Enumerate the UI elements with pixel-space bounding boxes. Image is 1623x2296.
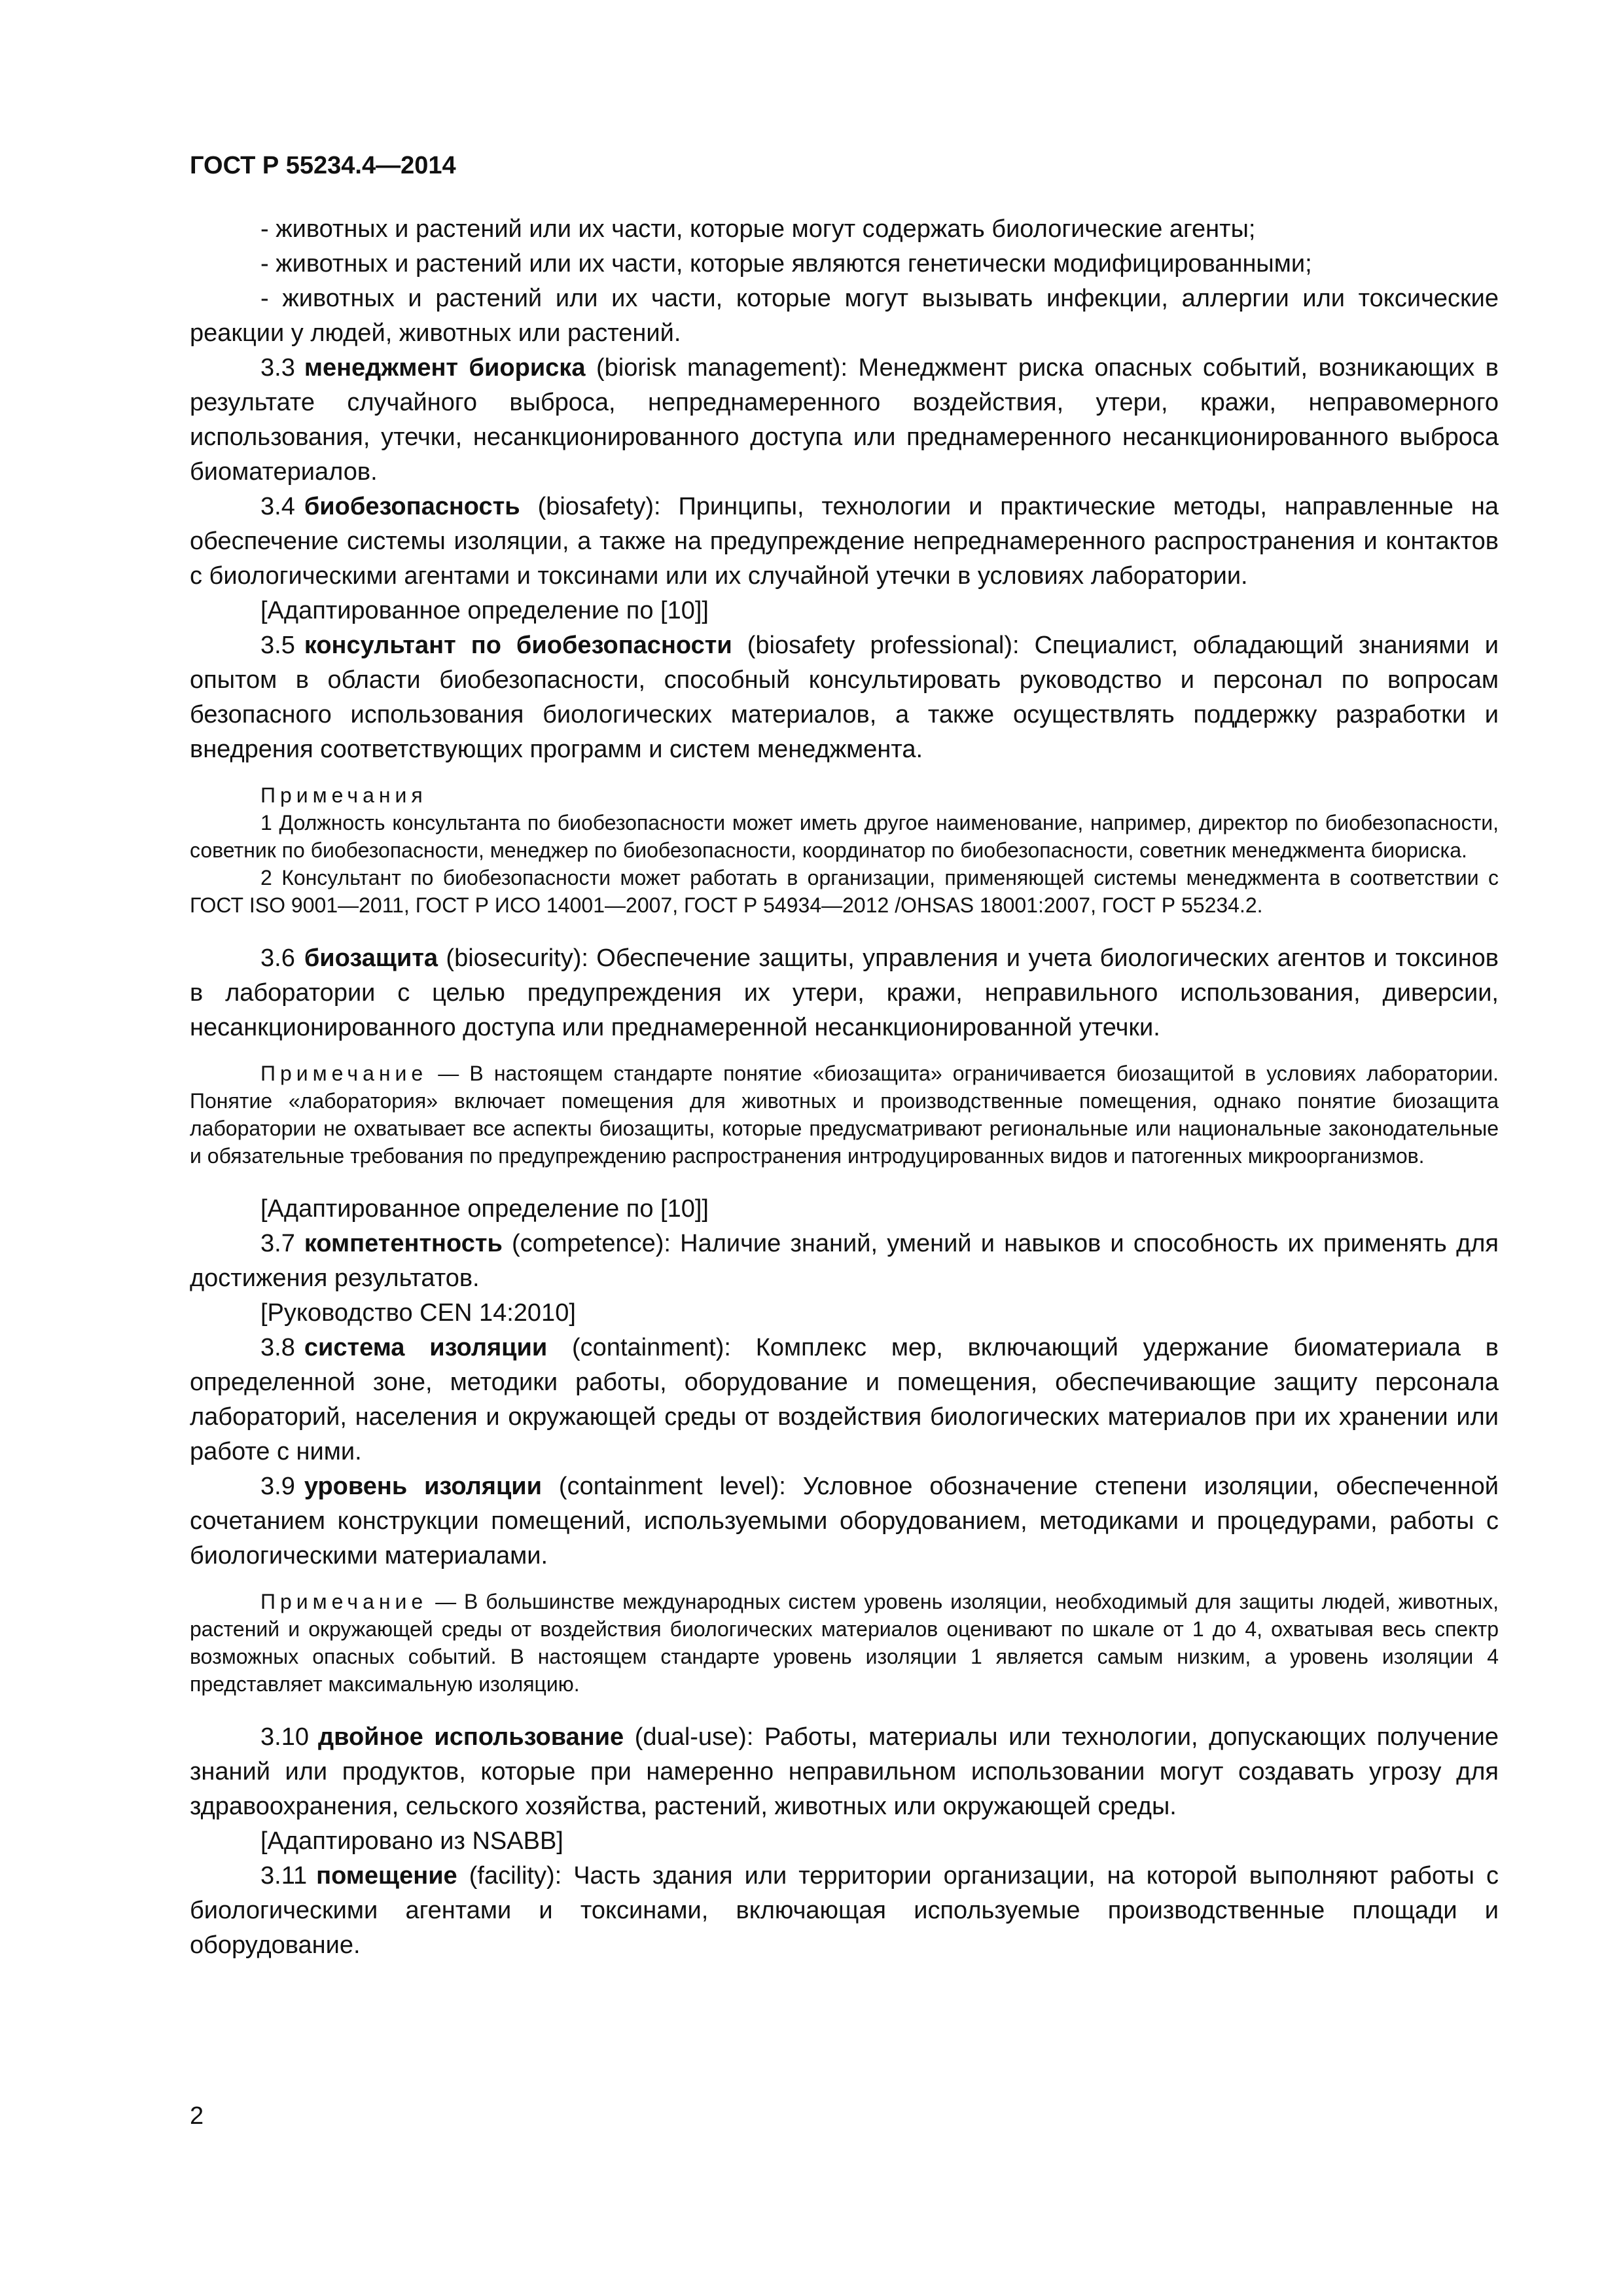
definition-3-3 xyxy=(190,351,1499,490)
term: компетентность xyxy=(304,1230,503,1257)
clause-number: 3.7 xyxy=(260,1230,295,1257)
definition-3-11 xyxy=(190,1859,1499,1963)
clause-number: 3.4 xyxy=(260,493,295,520)
definition-3-4 xyxy=(190,490,1499,594)
page-number: 2 xyxy=(190,2102,204,2130)
note-label: Примечание xyxy=(260,1062,428,1085)
notes-3-5 xyxy=(190,781,1499,919)
definition-3-6 xyxy=(190,941,1499,1045)
source-reference: [Руководство CEN 14:2010] xyxy=(260,1299,576,1327)
clause-number: 3.11 xyxy=(260,1862,308,1890)
term: помещение xyxy=(316,1862,457,1890)
definition-text: (biorisk management): Менеджмент риска опасных событий, возникающих в результате случайного выброса, непреднамеренного воздействия, утери, кражи, неправомерного использования, утечки, несанкционированного доступа или преднамеренного несанкционированного выброса биоматериалов. xyxy=(190,354,1499,486)
document-page xyxy=(190,151,1499,1963)
clause-number: 3.10 xyxy=(260,1723,309,1751)
definition-3-8 xyxy=(190,1331,1499,1469)
term: консультант по биобезопасности xyxy=(304,632,732,659)
note-label: Примечание xyxy=(260,1590,428,1613)
source-reference: [Адаптированное определение по [10]] xyxy=(260,597,709,624)
source-reference: [Адаптировано из NSABB] xyxy=(260,1827,563,1855)
definition-text: (containment level): Условное обозначение степени изоляции, обеспеченной сочетанием конструкции помещений, используемыми оборудованием, методиками и процедурами, работы с биологическими материалами. xyxy=(190,1473,1499,1570)
term: биозащита xyxy=(304,944,438,972)
definition-text: (biosafety): Принципы, технологии и практические методы, направленные на обеспечение системы изоляции, а также на предупреждение непреднамеренного распространения и контактов с биологическими агентами и токсинами или их случайной утечки в условиях лаборатории. xyxy=(190,493,1499,590)
document-header: ГОСТ Р 55234.4—2014 xyxy=(190,152,456,179)
definition-text: (dual-use): Работы, материалы или технологии, допускающих получение знаний или продуктов, которые при намеренно неправильном использовании могут создавать угрозу для здравоохранения, сельского хозяйства, растений, животных или окружающей среды. xyxy=(190,1723,1499,1820)
definition-3-7 xyxy=(190,1227,1499,1296)
term: уровень изоляции xyxy=(304,1473,543,1500)
clause-number: 3.6 xyxy=(260,944,295,972)
term: двойное использование xyxy=(317,1723,624,1751)
source-reference: [Адаптированное определение по [10]] xyxy=(260,1195,709,1223)
definition-text: (containment): Комплекс мер, включающий удержание биоматериала в определенной зоне, методики работы, оборудование и помещения, обеспечивающие защиту персонала лабораторий, населения и окружающей среды от воздействия биологических материалов при их хранении или работе с ними. xyxy=(190,1334,1499,1465)
note-1: 1 Должность консультанта по биобезопасности может иметь другое наименование, например, директор по биобезопасности, советник по биобезопасности, менеджер по биобезопасности, координатор по биобезопасности, советник менеджмента биориска. xyxy=(190,811,1499,862)
note-3-9 xyxy=(190,1588,1499,1698)
note-3-6 xyxy=(190,1060,1499,1170)
definition-text: (biosecurity): Обеспечение защиты, управления и учета биологических агентов и токсинов в лаборатории с целью предупреждения их утери, кражи, неправильного использования, диверсии, несанкционированного доступа или преднамеренной несанкционированной утечки. xyxy=(190,944,1499,1041)
clause-number: 3.8 xyxy=(260,1334,295,1361)
intro-item-1: - животных и растений или их части, которые могут содержать биологические агенты; xyxy=(260,215,1256,243)
definition-text: (competence): Наличие знаний, умений и навыков и способность их применять для достижения результатов. xyxy=(190,1230,1499,1292)
definition-3-9 xyxy=(190,1469,1499,1573)
term: менеджмент биориска xyxy=(304,354,586,382)
clause-number: 3.5 xyxy=(260,632,295,659)
definition-3-10 xyxy=(190,1720,1499,1824)
definition-text: (biosafety professional): Специалист, обладающий знаниями и опытом в области биобезопасности, способный консультировать руководство и персонал по вопросам безопасного использования биологических материалов, а также осуществлять поддержку разработки и внедрения соответствующих программ и систем менеджмента. xyxy=(190,632,1499,763)
definition-text: (facility): Часть здания или территории организации, на которой выполняют работы с биологическими агентами и токсинами, включающая используемые производственные площади и оборудование. xyxy=(190,1862,1499,1959)
intro-item-3: - животных и растений или их части, которые могут вызывать инфекции, аллергии или токсические реакции у людей, животных или растений. xyxy=(190,285,1499,347)
clause-number: 3.3 xyxy=(260,354,295,382)
term: биобезопасность xyxy=(304,493,520,520)
intro-item-2: - животных и растений или их части, которые являются генетически модифицированными; xyxy=(260,250,1312,278)
note-body: — В большинстве международных систем уровень изоляции, необходимый для защиты людей, животных, растений и окружающей среды от воздействия биологических материалов оценивают по шкале от 1 до 4, охватывая весь спектр возможных опасных событий. В настоящем стандарте уровень изоляции 1 является самым низким, а уровень изоляции 4 представляет максимальную изоляцию. xyxy=(190,1590,1499,1696)
note-text xyxy=(190,1588,1499,1698)
note-text xyxy=(190,1060,1499,1170)
term: система изоляции xyxy=(304,1334,548,1361)
clause-number: 3.9 xyxy=(260,1473,295,1500)
note-2: 2 Консультант по биобезопасности может работать в организации, применяющей системы менеджмента в соответствии с ГОСТ ISO 9001—2011, ГОСТ Р ИСО 14001—2007, ГОСТ Р 54934—2012 /OHSAS 18001:2007, ГОСТ Р 55234.2. xyxy=(190,866,1499,917)
definition-3-5 xyxy=(190,628,1499,767)
note-body: — В настоящем стандарте понятие «биозащита» ограничивается биозащитой в условиях лаборатории. Понятие «лаборатория» включает помещения для животных и производственные помещения, однако понятие биозащита лаборатории не охватывает все аспекты биозащиты, которые предусматривают региональные или национальные законодательные и обязательные требования по предупреждению распространения интродуцированных видов и патогенных микроорганизмов. xyxy=(190,1062,1499,1168)
notes-title: Примечания xyxy=(260,783,427,807)
